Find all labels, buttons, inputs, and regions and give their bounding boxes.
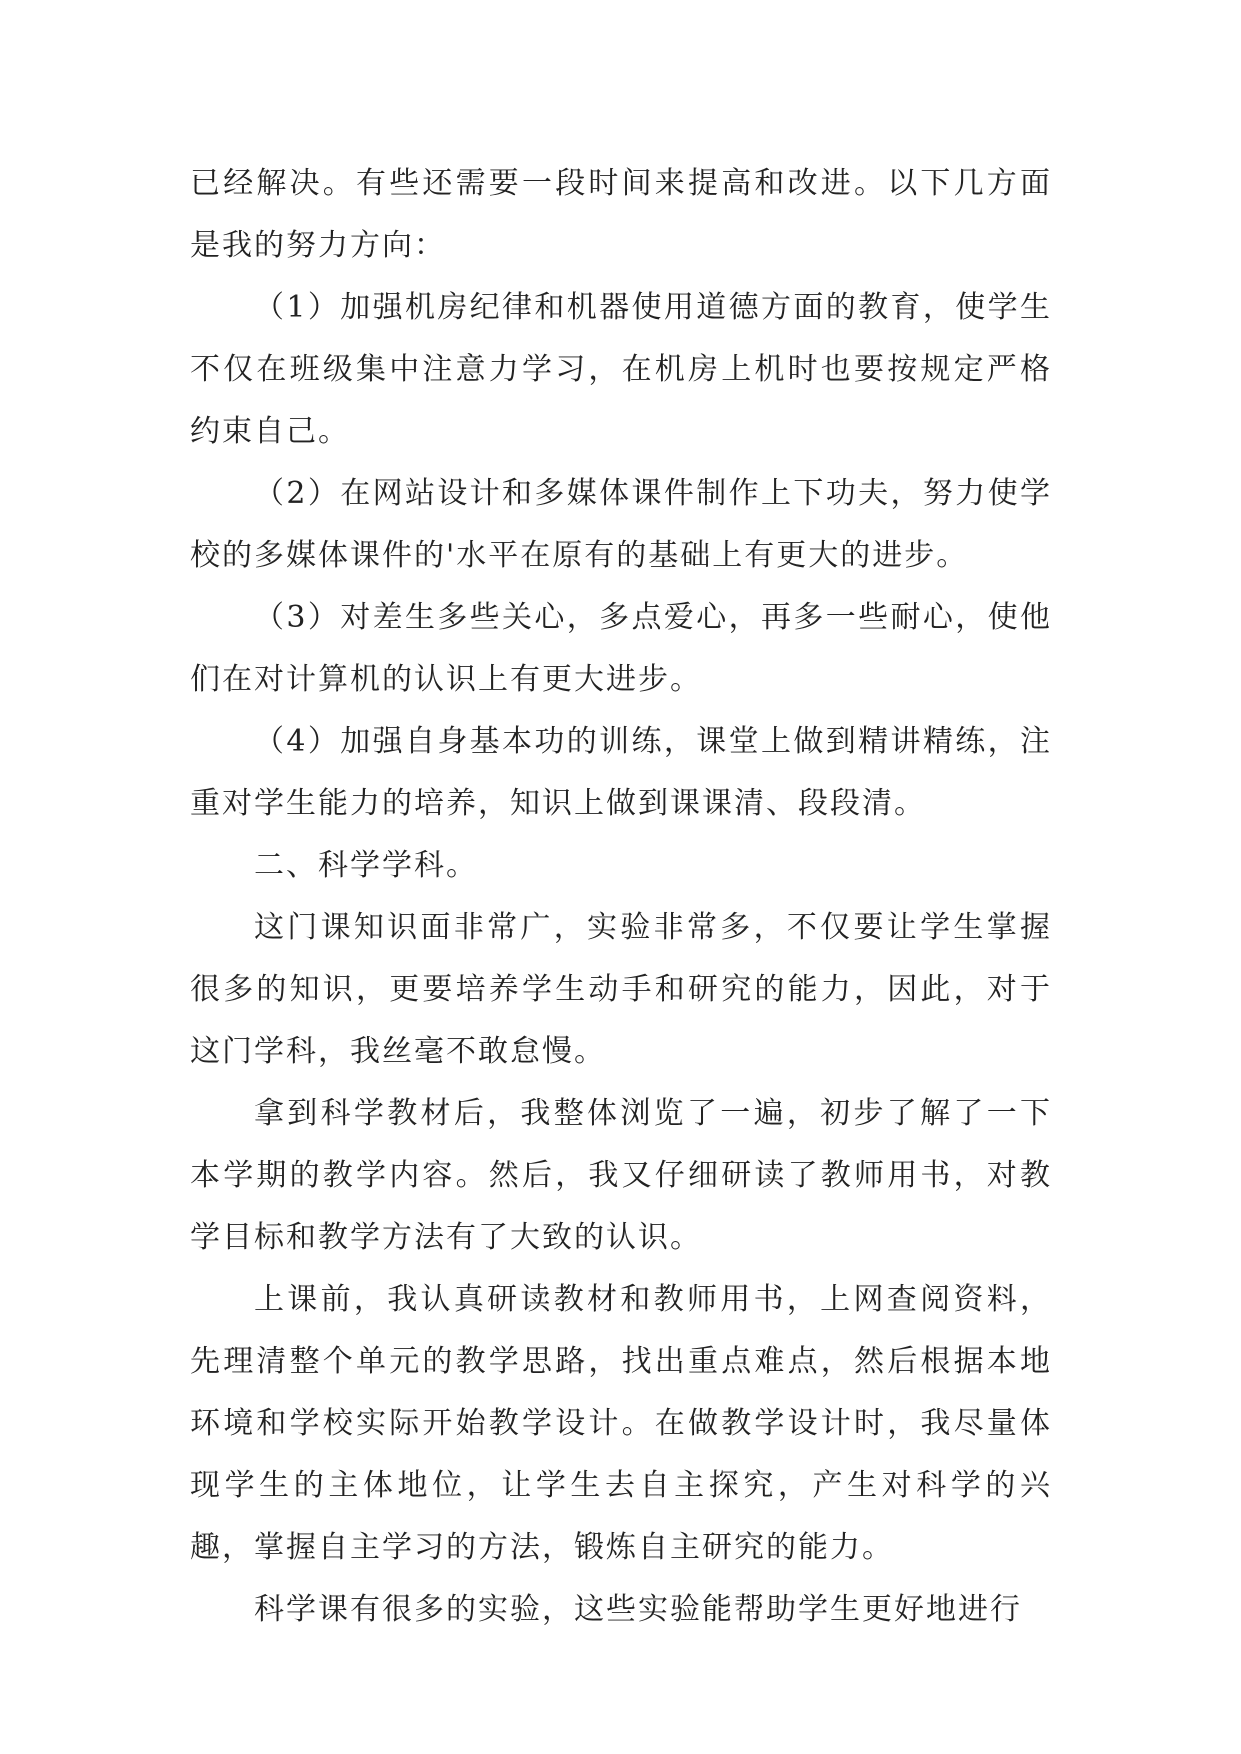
document-body bbox=[190, 153, 1052, 1641]
paragraph: （2）在网站设计和多媒体课件制作上下功夫，努力使学校的多媒体课件的'水平在原有的基础上有更大的进步。 bbox=[190, 476, 1052, 573]
paragraph: 科学课有很多的实验，这些实验能帮助学生更好地进行 bbox=[254, 1592, 1022, 1627]
paragraph: （1）加强机房纪律和机器使用道德方面的教育，使学生不仅在班级集中注意力学习，在机房上机时也要按规定严格约束自己。 bbox=[190, 290, 1052, 449]
paragraph: （4）加强自身基本功的训练，课堂上做到精讲精练，注重对学生能力的培养，知识上做到课课清、段段清。 bbox=[190, 724, 1052, 821]
paragraph: 这门课知识面非常广，实验非常多，不仅要让学生掌握很多的知识，更要培养学生动手和研究的能力，因此，对于这门学科，我丝毫不敢怠慢。 bbox=[190, 910, 1052, 1069]
section-heading: 二、科学学科。 bbox=[254, 848, 478, 883]
paragraph: 拿到科学教材后，我整体浏览了一遍，初步了解了一下本学期的教学内容。然后，我又仔细研读了教师用书，对教学目标和教学方法有了大致的认识。 bbox=[190, 1096, 1052, 1255]
paragraph: 已经解决。有些还需要一段时间来提高和改进。以下几方面是我的努力方向： bbox=[190, 166, 1052, 263]
paragraph: （3）对差生多些关心，多点爱心，再多一些耐心，使他们在对计算机的认识上有更大进步。 bbox=[190, 600, 1052, 697]
paragraph: 上课前，我认真研读教材和教师用书，上网查阅资料，先理清整个单元的教学思路，找出重点难点，然后根据本地环境和学校实际开始教学设计。在做教学设计时，我尽量体现学生的主体地位，让学生去自主探究，产生对科学的兴趣，掌握自主学习的方法，锻炼自主研究的能力。 bbox=[190, 1282, 1052, 1565]
